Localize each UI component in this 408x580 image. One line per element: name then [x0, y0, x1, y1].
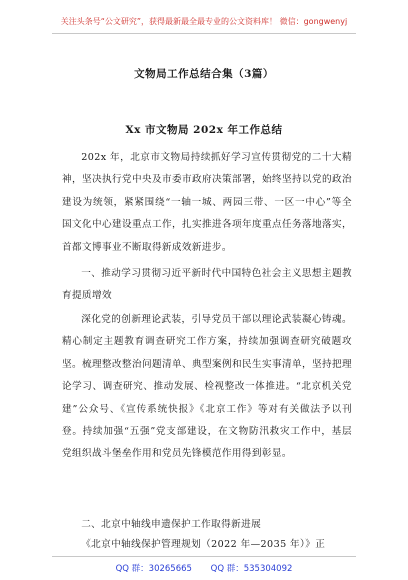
document-title: 文物局工作总结合集（3篇）	[134, 68, 274, 80]
header-watermark-note: 关注头条号“公文研究”，获得最新最全最专业的公文资料库！ 微信：gongwenyj	[60, 17, 348, 26]
header-divider	[52, 33, 356, 34]
heading-part-one: 一、推动学习贯彻习近平新时代中国特色社会主义思想主题教育提质增效	[62, 268, 352, 302]
footer-qq-group-2: QQ 群：535304092	[210, 564, 293, 574]
footer-divider	[52, 556, 356, 557]
paragraph-part-two: 《北京中轴线保护管理规划（2022 年—2035 年）》正	[81, 539, 326, 550]
footer-qq-group-1: QQ 群：30265665	[115, 564, 192, 574]
footer-contacts	[0, 562, 408, 574]
section-title: Xx 市文物局 202x 年工作总结	[125, 124, 283, 136]
paragraph-part-one: 深化党的创新理论武装，引导党员干部以理论武装凝心铸魂。精心制定主题教育调查研究工作方案，持续加强调查研究破题攻坚。梳理整改整治问题清单、典型案例和民生实事清单，坚持把理论学习、调查研究、推动发展、检视整改一体推进。“北京机关党建”公众号、《宣传系统快报》《北京工作》等对有关做法予以刊登。持续加强“五强”党支部建设，在文物防汛救灾工作中，基层党组织战斗堡垒作用和党员先锋模范作用得到彰显。	[62, 314, 352, 460]
paragraph-intro: 202x 年，北京市文物局持续抓好学习宣传贯彻党的二十大精神，坚决执行党中央及市委市政府决策部署，始终坚持以党的政治建设为统领，紧紧围绕“一轴一城、两园三带、一区一中心”等全国文化中心建设重点工作，扎实推进各项年度重点任务落地落实，首都文博事业不断取得新成效新进步。	[62, 152, 352, 253]
heading-part-two: 二、北京中轴线申遗保护工作取得新进展	[81, 519, 262, 530]
